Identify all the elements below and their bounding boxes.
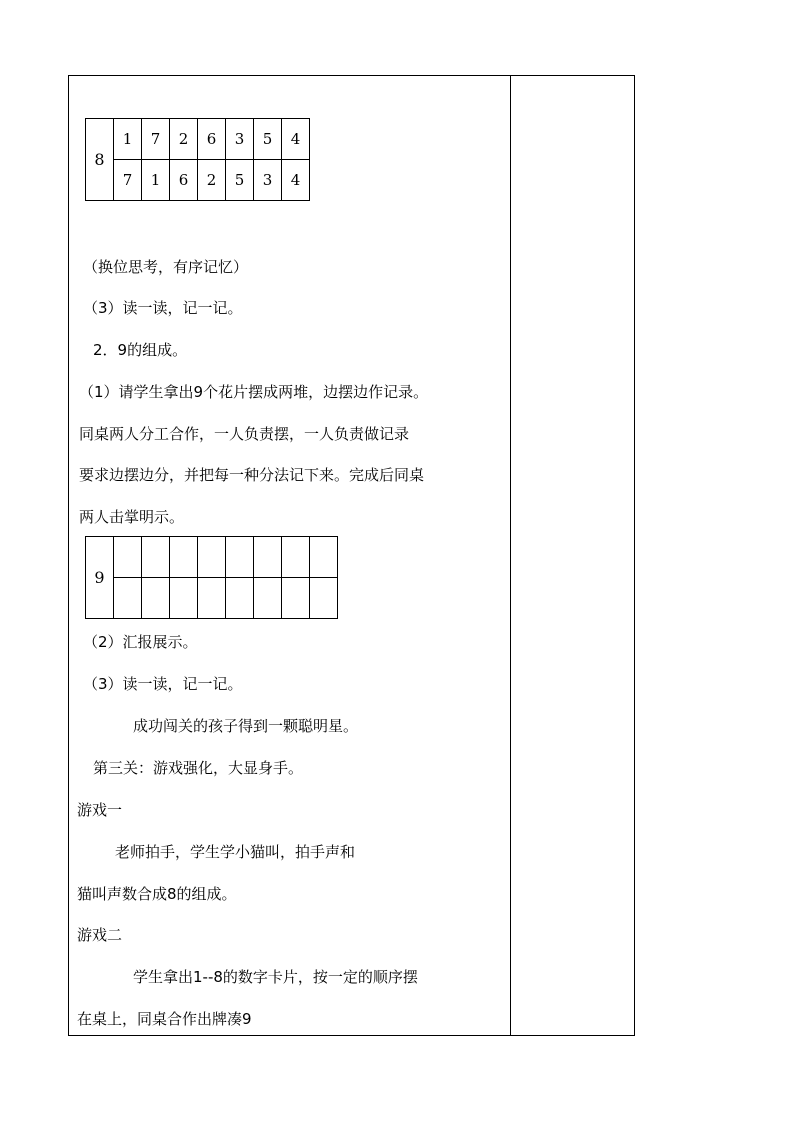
text-line: 在桌上，同桌合作出牌凑9 bbox=[77, 1010, 252, 1028]
text-line: 要求边摆边分，并把每一种分法记下来。完成后同桌 bbox=[79, 466, 425, 484]
text-line: （3）读一读，记一记。 bbox=[83, 299, 243, 317]
text-line: 老师拍手，学生学小猫叫，拍手声和 bbox=[115, 843, 356, 861]
table-cell: 5 bbox=[226, 160, 254, 201]
text-line: 成功闯关的孩子得到一颗聪明星。 bbox=[133, 717, 359, 735]
text-line: 两人击掌明示。 bbox=[79, 508, 185, 526]
empty-cell bbox=[198, 537, 226, 578]
empty-cell bbox=[170, 537, 198, 578]
table-cell: 5 bbox=[254, 119, 282, 160]
empty-cell bbox=[226, 578, 254, 619]
table-cell: 6 bbox=[170, 160, 198, 201]
table-cell: 1 bbox=[114, 119, 142, 160]
empty-cell bbox=[198, 578, 226, 619]
composition-table-9 bbox=[85, 536, 338, 619]
text-line: （换位思考，有序记忆） bbox=[83, 258, 249, 276]
text-line: （3）读一读，记一记。 bbox=[83, 675, 243, 693]
text-line: （1）请学生拿出9个花片摆成两堆，边摆边作记录。 bbox=[79, 383, 429, 401]
table-cell: 3 bbox=[226, 119, 254, 160]
empty-cell bbox=[254, 537, 282, 578]
empty-cell bbox=[310, 578, 338, 619]
table-cell: 4 bbox=[282, 160, 310, 201]
empty-cell bbox=[282, 578, 310, 619]
text-line: 第三关：游戏强化，大显身手。 bbox=[93, 759, 304, 777]
table-lead-number: 9 bbox=[86, 537, 114, 619]
empty-cell bbox=[114, 537, 142, 578]
text-line: 游戏一 bbox=[77, 801, 123, 819]
text-line: （2）汇报展示。 bbox=[83, 633, 198, 651]
table-cell: 2 bbox=[198, 160, 226, 201]
empty-cell bbox=[142, 578, 170, 619]
lesson-table-frame bbox=[68, 75, 635, 1036]
text-line: 游戏二 bbox=[77, 926, 123, 944]
text-line: 同桌两人分工合作，一人负责摆，一人负责做记录 bbox=[79, 425, 410, 443]
table-cell: 4 bbox=[282, 119, 310, 160]
table-lead-number: 8 bbox=[86, 119, 114, 201]
table-cell: 1 bbox=[142, 160, 170, 201]
text-line: 猫叫声数合成8的组成。 bbox=[77, 885, 237, 903]
composition-table-8 bbox=[85, 118, 310, 201]
empty-cell bbox=[282, 537, 310, 578]
table-cell: 7 bbox=[114, 160, 142, 201]
empty-cell bbox=[170, 578, 198, 619]
table-cell: 7 bbox=[142, 119, 170, 160]
column-divider bbox=[510, 76, 511, 1035]
empty-cell bbox=[310, 537, 338, 578]
empty-cell bbox=[254, 578, 282, 619]
table-cell: 2 bbox=[170, 119, 198, 160]
table-cell: 3 bbox=[254, 160, 282, 201]
empty-cell bbox=[226, 537, 254, 578]
text-line: 学生拿出1--8的数字卡片，按一定的顺序摆 bbox=[133, 968, 418, 986]
empty-cell bbox=[142, 537, 170, 578]
empty-cell bbox=[114, 578, 142, 619]
text-line: 2．9的组成。 bbox=[93, 341, 188, 359]
table-cell: 6 bbox=[198, 119, 226, 160]
